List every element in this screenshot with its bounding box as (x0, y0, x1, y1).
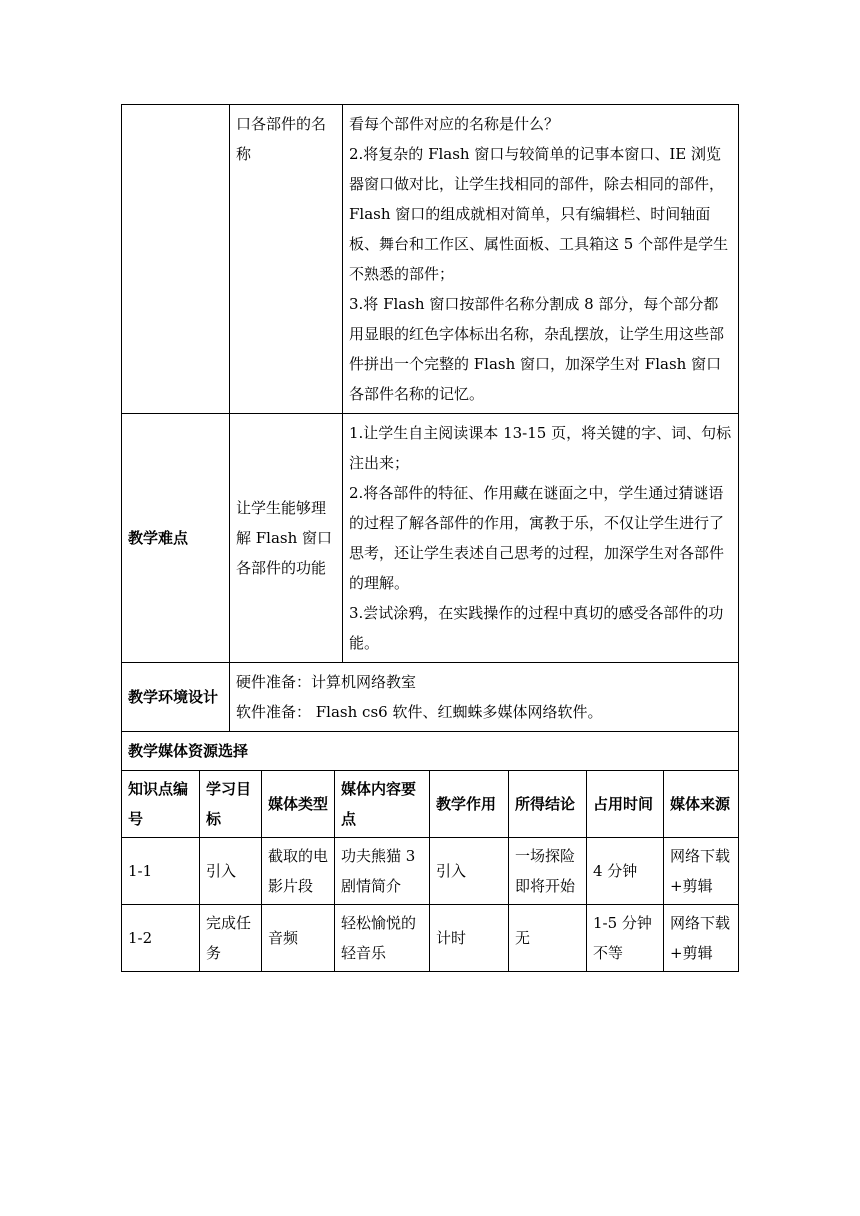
media-header-cell: 占用时间 (587, 771, 664, 838)
goal-cell: 口各部件的名称 (230, 105, 343, 414)
media-cell: 无 (509, 905, 587, 972)
methods-cell (343, 414, 739, 663)
media-cell: 一场探险即将开始 (509, 838, 587, 905)
environment-cell (230, 663, 739, 732)
table-row (122, 105, 739, 414)
row-label-difficulty: 教学难点 (122, 414, 230, 663)
media-cell: 截取的电影片段 (262, 838, 335, 905)
method-text: 看每个部件对应的名称是什么？ (349, 115, 560, 133)
method-text: 3.将 Flash 窗口按部件名称分割成 8 部分，每个部分都用显眼的红色字体标出名称，杂乱摆放，让学生用这些部件拼出一个完整的 Flash 窗口，加深学生对 Flash 窗口各部件名称的记忆。 (349, 295, 725, 403)
goal-cell: 让学生能够理解 Flash 窗口各部件的功能 (230, 414, 343, 663)
media-cell: 引入 (430, 838, 509, 905)
media-table (121, 771, 739, 972)
media-cell: 网络下载+剪辑 (664, 905, 739, 972)
lesson-plan-table (121, 104, 739, 771)
media-header-cell: 媒体内容要点 (335, 771, 430, 838)
table-row (122, 414, 739, 663)
media-header-cell: 知识点编号 (122, 771, 200, 838)
media-cell: 1-1 (122, 838, 200, 905)
method-text: 2.将复杂的 Flash 窗口与较简单的记事本窗口、IE 浏览器窗口做对比，让学生找相同的部件，除去相同的部件，Flash 窗口的组成就相对简单，只有编辑栏、时间轴面板、舞台和工作区、属性面板、工具箱这 5 个部件是学生不熟悉的部件； (349, 145, 729, 283)
media-header-row (122, 771, 739, 838)
media-header-cell: 教学作用 (430, 771, 509, 838)
method-text: 3.尝试涂鸦，在实践操作的过程中真切的感受各部件的功能。 (349, 604, 724, 652)
methods-cell (343, 105, 739, 414)
media-cell: 完成任务 (200, 905, 262, 972)
table-row (122, 732, 739, 771)
media-cell: 1-2 (122, 905, 200, 972)
media-row (122, 905, 739, 972)
media-header-cell: 媒体类型 (262, 771, 335, 838)
media-cell: 引入 (200, 838, 262, 905)
method-text: 2.将各部件的特征、作用藏在谜面之中，学生通过猜谜语的过程了解各部件的作用，寓教于乐，不仅让学生进行了思考，还让学生表述自己思考的过程，加深学生对各部件的理解。 (349, 484, 725, 592)
media-cell: 4 分钟 (587, 838, 664, 905)
table-row (122, 663, 739, 732)
hardware-text: 硬件准备：计算机网络教室 (236, 673, 417, 691)
media-header-cell: 媒体来源 (664, 771, 739, 838)
media-header-cell: 学习目标 (200, 771, 262, 838)
media-cell: 1-5 分钟不等 (587, 905, 664, 972)
method-text: 1.让学生自主阅读课本 13-15 页，将关键的字、词、句标注出来； (349, 424, 732, 472)
media-cell: 音频 (262, 905, 335, 972)
software-text: 软件准备： Flash cs6 软件、红蜘蛛多媒体网络软件。 (236, 703, 603, 721)
media-row (122, 838, 739, 905)
media-cell: 功夫熊猫 3 剧情简介 (335, 838, 430, 905)
media-section-title: 教学媒体资源选择 (122, 732, 739, 771)
media-header-cell: 所得结论 (509, 771, 587, 838)
row-label-cell (122, 105, 230, 414)
media-cell: 轻松愉悦的轻音乐 (335, 905, 430, 972)
media-cell: 计时 (430, 905, 509, 972)
row-label-environment: 教学环境设计 (122, 663, 230, 732)
media-cell: 网络下载+剪辑 (664, 838, 739, 905)
lesson-plan-document (121, 104, 738, 972)
